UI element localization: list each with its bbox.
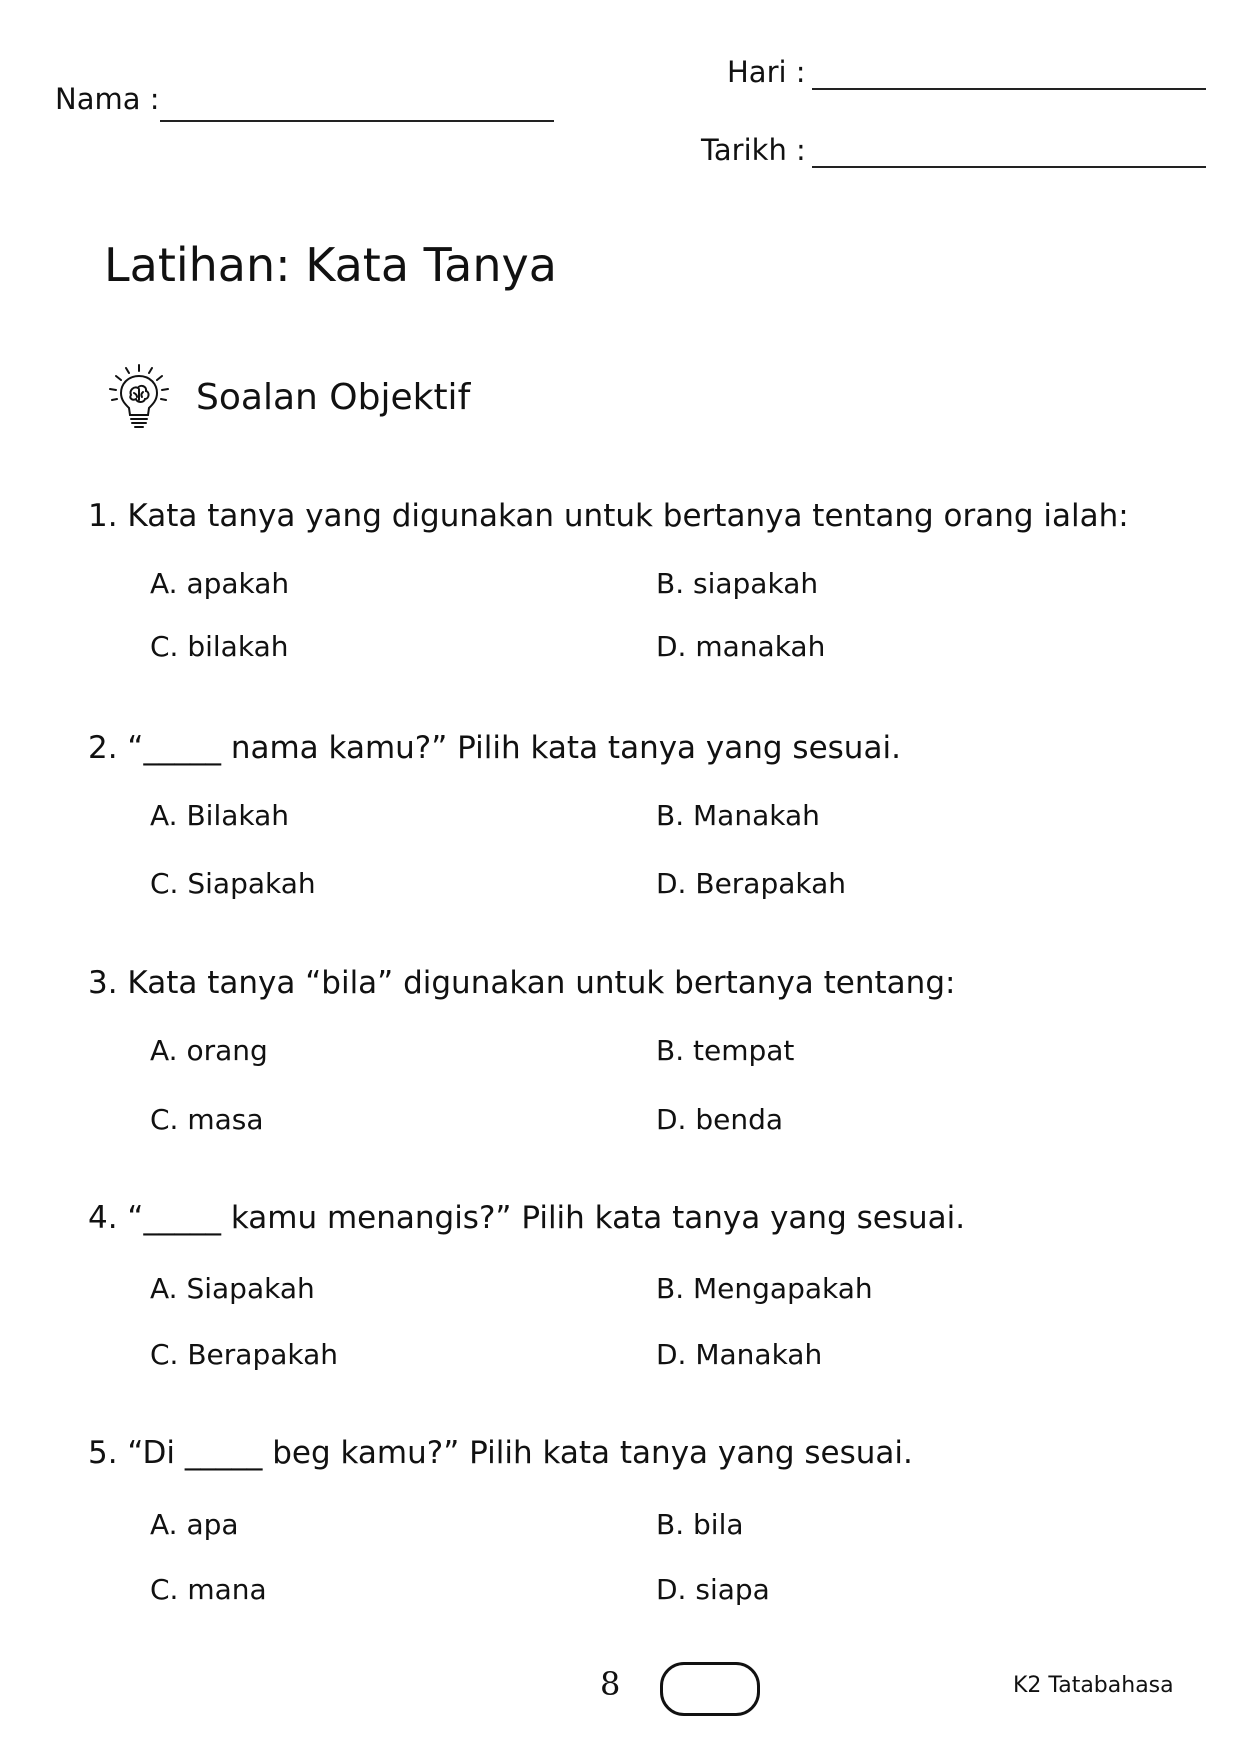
section-heading xyxy=(104,362,470,432)
day-label: Hari : xyxy=(727,55,806,89)
option-5b[interactable]: B. bila xyxy=(656,1508,744,1541)
option-2b[interactable]: B. Manakah xyxy=(656,799,820,832)
option-3b[interactable]: B. tempat xyxy=(656,1034,795,1067)
page-number: 8 xyxy=(600,1665,621,1703)
option-2a[interactable]: A. Bilakah xyxy=(150,799,290,832)
question-1: 1. Kata tanya yang digunakan untuk bertanya tentang orang ialah: xyxy=(88,498,1129,534)
question-5: 5. “Di _____ beg kamu?” Pilih kata tanya yang sesuai. xyxy=(88,1435,913,1471)
option-4b[interactable]: B. Mengapakah xyxy=(656,1272,873,1305)
option-4c[interactable]: C. Berapakah xyxy=(150,1338,339,1371)
lightbulb-brain-icon xyxy=(104,362,174,432)
footer-subject: K2 Tatabahasa xyxy=(1013,1673,1174,1698)
question-3: 3. Kata tanya “bila” digunakan untuk bertanya tentang: xyxy=(88,965,956,1001)
option-2d[interactable]: D. Berapakah xyxy=(656,867,847,900)
option-5a[interactable]: A. apa xyxy=(150,1508,239,1541)
option-1d[interactable]: D. manakah xyxy=(656,630,826,663)
option-1b[interactable]: B. siapakah xyxy=(656,567,819,600)
page-title: Latihan: Kata Tanya xyxy=(104,238,557,292)
option-4a[interactable]: A. Siapakah xyxy=(150,1272,315,1305)
option-3d[interactable]: D. benda xyxy=(656,1103,784,1136)
option-3a[interactable]: A. orang xyxy=(150,1034,268,1067)
option-4d[interactable]: D. Manakah xyxy=(656,1338,823,1371)
option-5c[interactable]: C. mana xyxy=(150,1573,267,1606)
option-1c[interactable]: C. bilakah xyxy=(150,630,289,663)
option-3c[interactable]: C. masa xyxy=(150,1103,264,1136)
option-5d[interactable]: D. siapa xyxy=(656,1573,770,1606)
question-2: 2. “_____ nama kamu?” Pilih kata tanya yang sesuai. xyxy=(88,730,901,766)
option-1a[interactable]: A. apakah xyxy=(150,567,290,600)
score-box[interactable] xyxy=(660,1662,760,1716)
section-label: Soalan Objektif xyxy=(196,376,471,418)
name-field[interactable] xyxy=(160,120,554,122)
name-label: Nama : xyxy=(55,82,160,116)
question-4: 4. “_____ kamu menangis?” Pilih kata tanya yang sesuai. xyxy=(88,1200,966,1236)
date-field[interactable] xyxy=(812,166,1206,168)
day-field[interactable] xyxy=(812,88,1206,90)
date-label: Tarikh : xyxy=(701,133,806,167)
option-2c[interactable]: C. Siapakah xyxy=(150,867,316,900)
